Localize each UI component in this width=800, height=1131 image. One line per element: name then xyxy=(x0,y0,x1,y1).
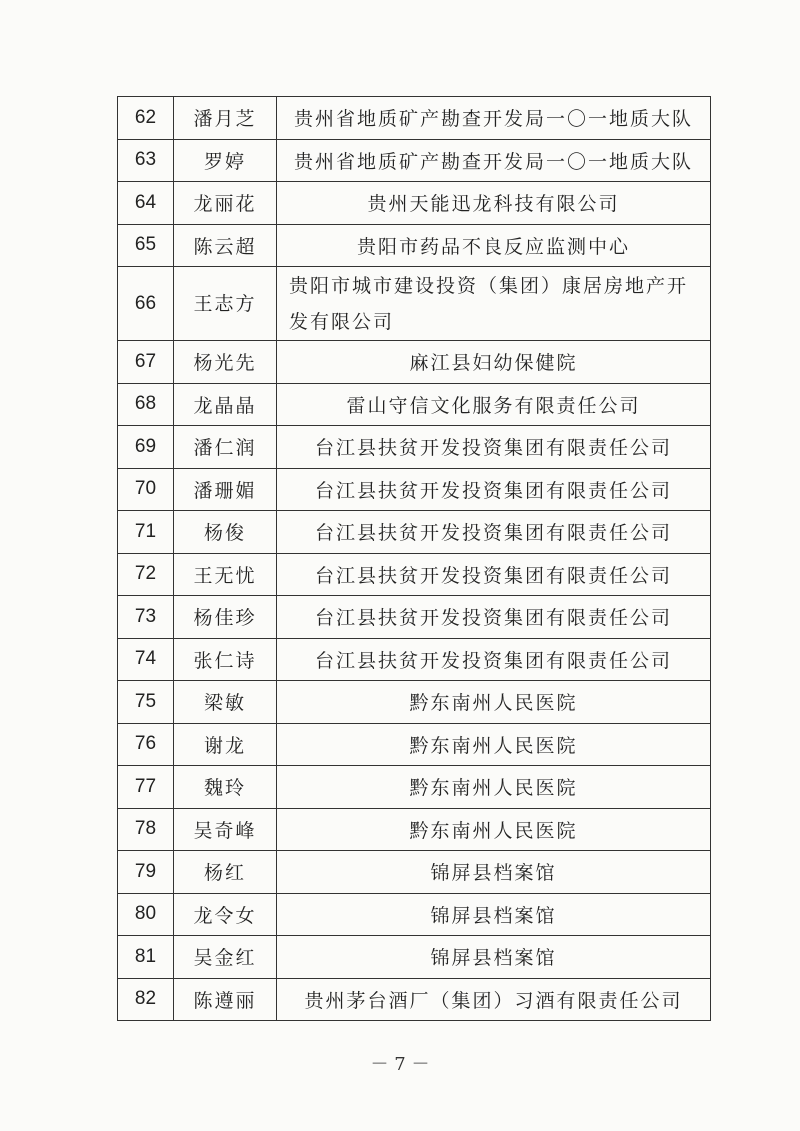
table-row xyxy=(118,553,711,596)
organization-name: 台江县扶贫开发投资集团有限责任公司 xyxy=(277,468,711,511)
table-row xyxy=(118,511,711,554)
person-name: 陈云超 xyxy=(174,224,277,267)
organization-name: 锦屏县档案馆 xyxy=(277,893,711,936)
organization-name: 锦屏县档案馆 xyxy=(277,851,711,894)
person-name: 王志方 xyxy=(174,267,277,341)
table-row xyxy=(118,638,711,681)
row-number: 77 xyxy=(118,766,174,809)
person-name: 杨红 xyxy=(174,851,277,894)
person-name: 潘月芝 xyxy=(174,97,277,140)
row-number: 62 xyxy=(118,97,174,140)
row-number: 70 xyxy=(118,468,174,511)
table-row xyxy=(118,766,711,809)
organization-name: 贵阳市药品不良反应监测中心 xyxy=(277,224,711,267)
table-row xyxy=(118,851,711,894)
organization-name: 雷山守信文化服务有限责任公司 xyxy=(277,383,711,426)
person-name: 龙晶晶 xyxy=(174,383,277,426)
person-name: 罗婷 xyxy=(174,139,277,182)
row-number: 67 xyxy=(118,341,174,384)
table-row xyxy=(118,383,711,426)
person-name: 张仁诗 xyxy=(174,638,277,681)
organization-name: 贵州天能迅龙科技有限公司 xyxy=(277,182,711,225)
organization-name: 台江县扶贫开发投资集团有限责任公司 xyxy=(277,596,711,639)
row-number: 81 xyxy=(118,936,174,979)
person-name: 魏玲 xyxy=(174,766,277,809)
person-name: 杨光先 xyxy=(174,341,277,384)
name-list-table xyxy=(117,96,711,1021)
table-row xyxy=(118,808,711,851)
person-name: 吴奇峰 xyxy=(174,808,277,851)
row-number: 80 xyxy=(118,893,174,936)
table-row xyxy=(118,426,711,469)
person-name: 潘珊媚 xyxy=(174,468,277,511)
person-name: 杨佳珍 xyxy=(174,596,277,639)
row-number: 63 xyxy=(118,139,174,182)
table-body xyxy=(118,97,711,1021)
organization-name: 贵阳市城市建设投资（集团）康居房地产开发有限公司 xyxy=(277,267,711,341)
person-name: 龙令女 xyxy=(174,893,277,936)
row-number: 64 xyxy=(118,182,174,225)
organization-name: 台江县扶贫开发投资集团有限责任公司 xyxy=(277,638,711,681)
table-row xyxy=(118,224,711,267)
person-name: 梁敏 xyxy=(174,681,277,724)
organization-name: 麻江县妇幼保健院 xyxy=(277,341,711,384)
organization-name: 贵州省地质矿产勘查开发局一〇一地质大队 xyxy=(277,97,711,140)
row-number: 75 xyxy=(118,681,174,724)
row-number: 76 xyxy=(118,723,174,766)
row-number: 74 xyxy=(118,638,174,681)
person-name: 杨俊 xyxy=(174,511,277,554)
person-name: 吴金红 xyxy=(174,936,277,979)
table-row xyxy=(118,97,711,140)
table-row xyxy=(118,723,711,766)
organization-name: 贵州省地质矿产勘查开发局一〇一地质大队 xyxy=(277,139,711,182)
table-row xyxy=(118,139,711,182)
organization-name: 黔东南州人民医院 xyxy=(277,681,711,724)
organization-name: 黔东南州人民医院 xyxy=(277,808,711,851)
person-name: 王无忧 xyxy=(174,553,277,596)
organization-name: 台江县扶贫开发投资集团有限责任公司 xyxy=(277,511,711,554)
organization-name: 台江县扶贫开发投资集团有限责任公司 xyxy=(277,553,711,596)
table-row xyxy=(118,936,711,979)
person-name: 龙丽花 xyxy=(174,182,277,225)
organization-name: 台江县扶贫开发投资集团有限责任公司 xyxy=(277,426,711,469)
row-number: 79 xyxy=(118,851,174,894)
organization-name: 黔东南州人民医院 xyxy=(277,723,711,766)
row-number: 66 xyxy=(118,267,174,341)
row-number: 69 xyxy=(118,426,174,469)
table-row xyxy=(118,681,711,724)
person-name: 谢龙 xyxy=(174,723,277,766)
table-row xyxy=(118,267,711,341)
row-number: 71 xyxy=(118,511,174,554)
row-number: 72 xyxy=(118,553,174,596)
organization-name: 黔东南州人民医院 xyxy=(277,766,711,809)
table-row xyxy=(118,468,711,511)
table-row xyxy=(118,893,711,936)
organization-name: 贵州茅台酒厂（集团）习酒有限责任公司 xyxy=(277,978,711,1021)
row-number: 68 xyxy=(118,383,174,426)
row-number: 78 xyxy=(118,808,174,851)
table-row xyxy=(118,341,711,384)
organization-name: 锦屏县档案馆 xyxy=(277,936,711,979)
row-number: 73 xyxy=(118,596,174,639)
page-number: － 7 － xyxy=(370,1054,430,1075)
person-name: 潘仁润 xyxy=(174,426,277,469)
table-row xyxy=(118,596,711,639)
table-row xyxy=(118,182,711,225)
row-number: 65 xyxy=(118,224,174,267)
table-row xyxy=(118,978,711,1021)
row-number: 82 xyxy=(118,978,174,1021)
person-name: 陈遵丽 xyxy=(174,978,277,1021)
